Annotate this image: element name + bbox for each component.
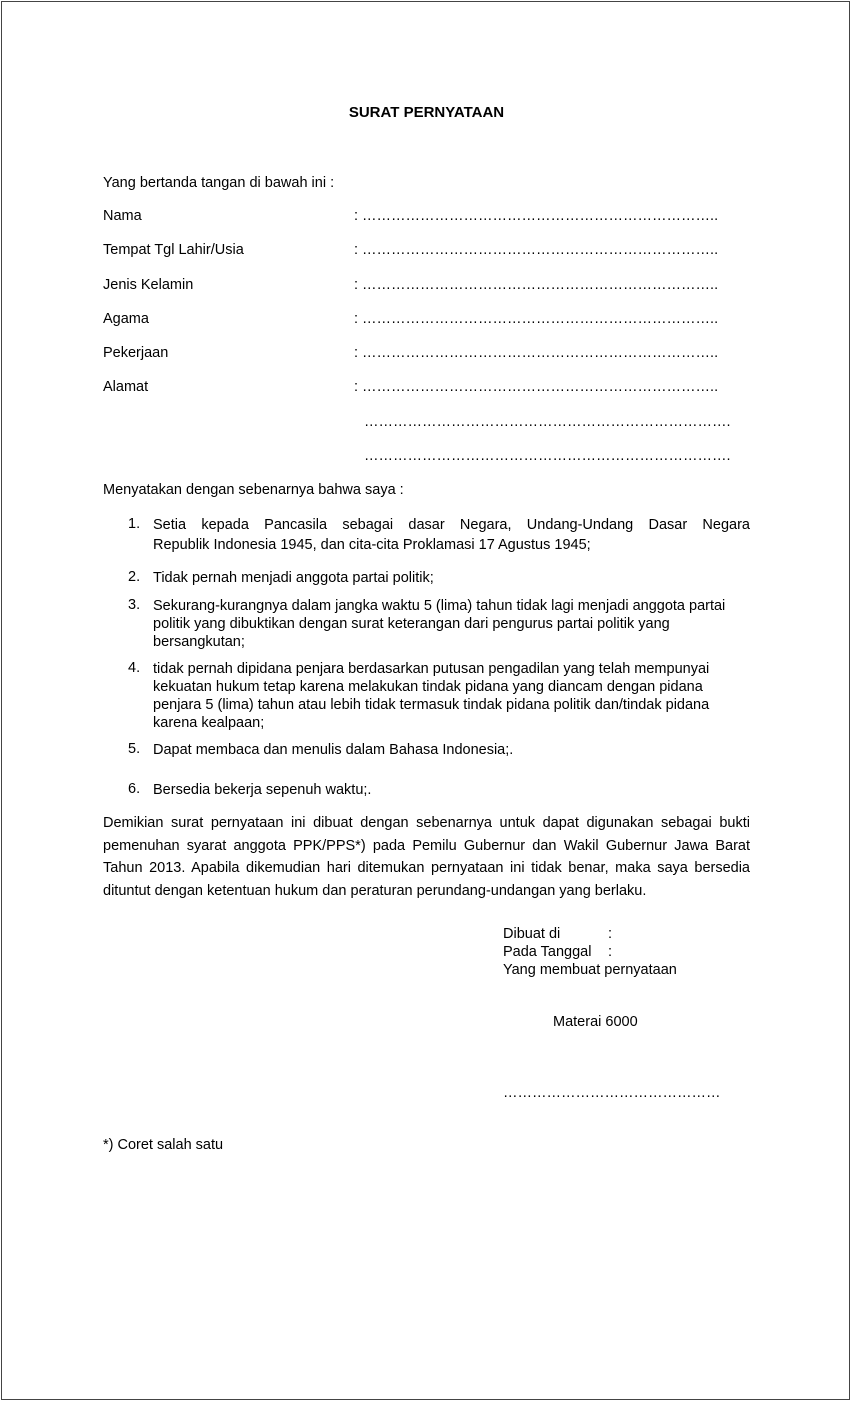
made-at-label: Dibuat di bbox=[503, 926, 561, 942]
field-label-tempat-tgl-lahir: Tempat Tgl Lahir/Usia bbox=[103, 242, 244, 258]
list-item-text: Dapat membaca dan menulis dalam Bahasa Indonesia;. bbox=[153, 742, 514, 758]
field-label-alamat: Alamat bbox=[103, 379, 149, 395]
statement-intro: Menyatakan dengan sebenarnya bahwa saya : bbox=[103, 482, 404, 498]
field-label-pekerjaan: Pekerjaan bbox=[103, 345, 169, 361]
list-item-text: Sekurang-kurangnya dalam jangka waktu 5 (lima) tahun tidak lagi menjadi anggota partai politik yang dibuktikan dengan surat keterangan dari pengurus partai politik yang bersangkutan; bbox=[153, 598, 726, 650]
list-item-number: 1. bbox=[128, 516, 141, 532]
list-item-number: 4. bbox=[128, 660, 141, 676]
list-item-text: tidak pernah dipidana penjara berdasarkan putusan pengadilan yang telah mempunyai kekuatan hukum tetap karena melakukan tindak pidana yang diancam dengan pidana penjara 5 (lima) tahun atau lebih tidak termasuk tindak pidana politik dan/tindak pidana karena kealpaan; bbox=[153, 661, 710, 731]
field-value-tempat-tgl-lahir: : ……………………………………………………………….. bbox=[354, 242, 719, 258]
field-label-jenis-kelamin: Jenis Kelamin bbox=[103, 277, 194, 293]
list-item-number: 5. bbox=[128, 741, 141, 757]
list-item-number: 3. bbox=[128, 597, 141, 613]
stamp-label: Materai 6000 bbox=[553, 1014, 638, 1030]
address-line-2: …………………………………………………………………. bbox=[364, 414, 731, 430]
field-value-pekerjaan: : ……………………………………………………………….. bbox=[354, 345, 719, 361]
list-item-text: Republik Indonesia 1945, dan cita-cita Proklamasi 17 Agustus 1945; bbox=[153, 537, 591, 553]
maker-label: Yang membuat pernyataan bbox=[503, 962, 677, 978]
address-line-3: …………………………………………………………………. bbox=[364, 448, 731, 464]
signature-line: ……………………………………… bbox=[503, 1085, 721, 1101]
field-value-agama: : ……………………………………………………………….. bbox=[354, 311, 719, 327]
list-item-number: 2. bbox=[128, 569, 141, 585]
date-label: Pada Tanggal bbox=[503, 944, 592, 960]
document-page bbox=[1, 1, 850, 1400]
intro-text: Yang bertanda tangan di bawah ini : bbox=[103, 175, 335, 191]
date-colon: : bbox=[608, 944, 613, 960]
list-item-text: Setia kepada Pancasila sebagai dasar Negara, Undang-Undang Dasar Negara bbox=[153, 517, 750, 533]
field-value-nama: : ……………………………………………………………….. bbox=[354, 208, 719, 224]
footnote: *) Coret salah satu bbox=[103, 1137, 224, 1153]
field-label-agama: Agama bbox=[103, 311, 149, 327]
list-item-text: Bersedia bekerja sepenuh waktu;. bbox=[153, 782, 372, 798]
list-item-text: Tidak pernah menjadi anggota partai politik; bbox=[153, 570, 434, 586]
document-title: SURAT PERNYATAAN bbox=[348, 104, 505, 121]
field-value-alamat: : ……………………………………………………………….. bbox=[354, 379, 719, 395]
field-label-nama: Nama bbox=[103, 208, 142, 224]
list-item-number: 6. bbox=[128, 781, 141, 797]
made-at-colon: : bbox=[608, 926, 613, 942]
field-value-jenis-kelamin: : ……………………………………………………………….. bbox=[354, 277, 719, 293]
closing-paragraph: Demikian surat pernyataan ini dibuat dengan sebenarnya untuk dapat digunakan sebagai bukti pemenuhan syarat anggota PPK/PPS*) pada Pemilu Gubernur dan Wakil Gubernur Jawa Barat Tahun 2013. Apabila dikemudian hari ditemukan pernyataan ini tidak benar, maka saya bersedia dituntut dengan ketentuan hukum dan peraturan perundang-undangan yang berlaku. bbox=[103, 815, 750, 899]
